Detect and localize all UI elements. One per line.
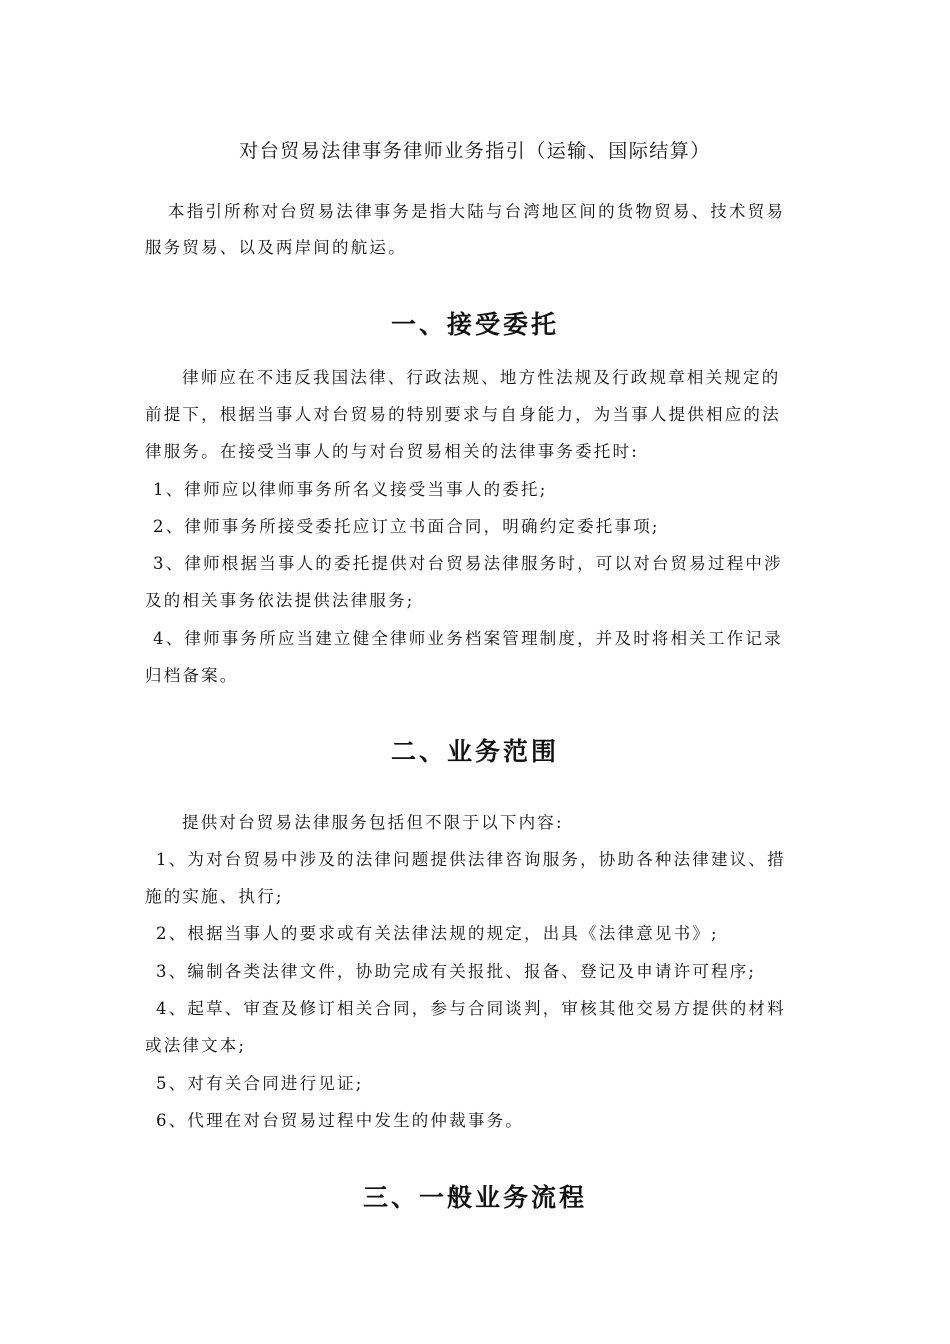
paragraph-line: 律服务。在接受当事人的与对台贸易相关的法律事务委托时: <box>145 442 639 461</box>
section-heading-accept-commission: 一、接受委托 <box>390 310 559 339</box>
paragraph-line: 律师应在不违反我国法律、行政法规、地方性法规及行政规章相关规定的 <box>182 368 781 387</box>
list-item: 2、根据当事人的要求或有关法律法规的规定，出具《法律意见书》; <box>156 924 719 943</box>
list-item: 1、为对台贸易中涉及的法律问题提供法律咨询服务，协助各种法律建议、措 <box>156 850 786 869</box>
list-item: 3、编制各类法律文件，协助完成有关报批、报备、登记及申请许可程序; <box>156 962 757 981</box>
list-item: 4、律师事务所应当建立健全律师业务档案管理制度，并及时将相关工作记录 <box>153 629 783 648</box>
section-heading-general-process: 三、一般业务流程 <box>362 1183 587 1212</box>
list-item: 6、代理在对台贸易过程中发生的仲裁事务。 <box>156 1111 524 1130</box>
section-heading-business-scope: 二、业务范围 <box>390 737 559 766</box>
list-item: 1、律师应以律师事务所名义接受当事人的委托; <box>153 480 548 499</box>
list-item: 5、对有关合同进行见证; <box>156 1074 364 1093</box>
document-title: 对台贸易法律事务律师业务指引（运输、国际结算） <box>239 140 711 162</box>
intro-line: 服务贸易、以及两岸间的航运。 <box>145 238 407 257</box>
list-item: 4、起草、审查及修订相关合同，参与合同谈判，审核其他交易方提供的材料 <box>156 999 786 1018</box>
intro-line: 本指引所称对台贸易法律事务是指大陆与台湾地区间的货物贸易、技术贸易 <box>168 202 786 221</box>
list-item: 2、律师事务所接受委托应订立书面合同，明确约定委托事项; <box>153 517 660 536</box>
paragraph-line: 前提下，根据当事人对台贸易的特别要求与自身能力，为当事人提供相应的法 <box>145 405 781 424</box>
list-item-continuation: 或法律文本; <box>145 1036 247 1055</box>
paragraph-line: 提供对台贸易法律服务包括但不限于以下内容: <box>182 813 564 832</box>
list-item-continuation: 及的相关事务依法提供法律服务; <box>145 591 415 610</box>
list-item-continuation: 施的实施、执行; <box>145 887 284 906</box>
list-item: 3、律师根据当事人的委托提供对台贸易法律服务时，可以对台贸易过程中涉 <box>153 554 783 573</box>
list-item-continuation: 归档备案。 <box>145 666 239 685</box>
